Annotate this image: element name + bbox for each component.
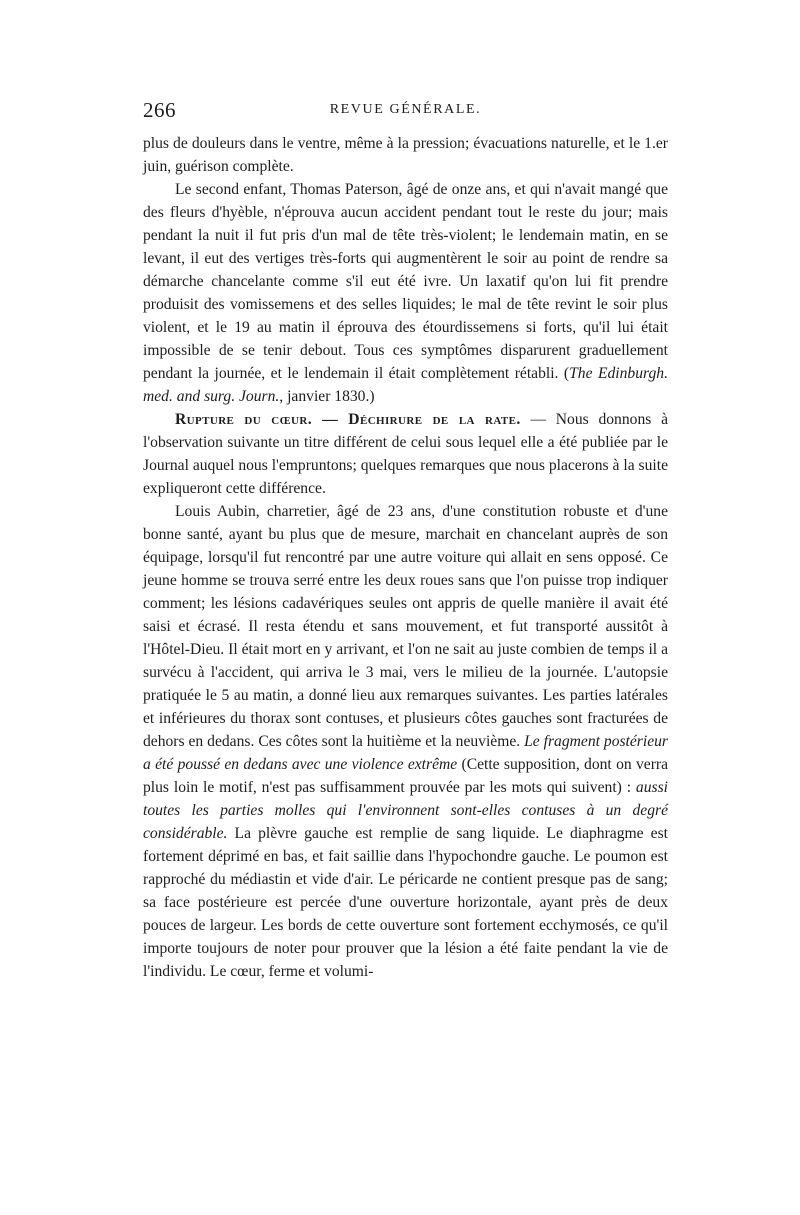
text-run: La plèvre gauche est remplie de sang liquide. Le diaphragme est fortement déprimé en bas, et fait saillie dans l'hypochondre gauche. Le poumon est rapproché du médiastin et vide d'air. Le péricarde ne contient presque pas de sang; sa face postérieure est percée d'une ouverture horizontale, ayant près de deux pouces de largeur. Les bords de cette ouverture sont fortement ecchymosés, ce qu'il importe toujours de noter pour prouver que la lésion a été faite pendant la vie de l'individu. Le cœur, ferme et volumi-: [143, 825, 668, 980]
body-text: [143, 132, 668, 983]
italic-text: The Edinburgh. med. and surg. Journ.: [143, 365, 668, 405]
text-run: Louis Aubin, charretier, âgé de 23 ans, d'une constitution robuste et d'une bonne santé, ayant bu plus que de mesure, marchait en chancelant auprès de son équipage, lorsqu'il fut rencontré par une autre voiture qui allait en sens opposé. Ce jeune homme se trouva serré entre les deux roues sans que l'on puisse trop indiquer comment; les lésions cadavériques seules ont appris de quelle manière il avait été saisi et écrasé. Il resta étendu et sans mouvement, et fut transporté aussitôt à l'Hôtel-Dieu. Il était mort en y arrivant, et l'on ne sait au juste combien de temps il a survécu à l'accident, qui arriva le 3 mai, vers le milieu de la journée. L'autopsie pratiquée le 5 au matin, a donné lieu aux remarques suivantes. Les parties latérales et inférieures du thorax sont contuses, et plusieurs côtes gauches sont fracturées de dehors en dedans. Ces côtes sont la huitième et la neuvième.: [143, 503, 668, 750]
running-head: REVUE GÉNÉRALE.: [329, 102, 482, 117]
text-run: plus de douleurs dans le ventre, même à la pression; évacuations naturelle, et le 1.er juin, guérison complète.: [143, 135, 668, 175]
paragraph: [143, 408, 668, 500]
text-run: Le second enfant, Thomas Paterson, âgé de onze ans, et qui n'avait mangé que des fleurs d'hyèble, n'éprouva aucun accident pendant tout le reste du jour; mais pendant la nuit il fut pris d'un mal de tête très-violent; le lendemain matin, en se levant, il eut des vertiges très-forts qui augmentèrent le soir au point de rendre sa démarche chancelante comme s'il eut été ivre. Un laxatif qu'on lui fit prendre produisit des vomissemens et des selles liquides; le mal de tête revint le soir plus violent, et le 19 au matin il éprouva des étourdissemens si forts, qu'il lui était impossible de se tenir debout. Tous ces symptômes disparurent graduellement pendant la journée, et le lendemain il était complètement rétabli. (: [143, 181, 668, 382]
italic-text: Le fragment postérieur a été poussé en dedans avec une violence extrême: [143, 733, 668, 773]
section-heading: Rupture du cœur. — Déchirure de la rate.: [175, 411, 521, 428]
italic-text: aussi toutes les parties molles qui l'environnent sont-elles contuses à un degré considérable.: [143, 779, 668, 842]
text-run: — Nous donnons à l'observation suivante un titre différent de celui sous lequel elle a été publiée par le Journal auquel nous l'empruntons; quelques remarques que nous placerons à la suite expliqueront cette différence.: [143, 411, 668, 497]
text-run: (Cette supposition, dont on verra plus loin le motif, n'est pas suffisamment prouvée par les mots qui suivent) :: [143, 756, 669, 796]
text-run: , janvier 1830.): [279, 388, 375, 405]
page-number: 266: [143, 98, 176, 122]
paragraph: [143, 178, 668, 408]
paragraph: [143, 500, 668, 983]
page-header: [143, 98, 668, 126]
paragraph: [143, 132, 668, 178]
